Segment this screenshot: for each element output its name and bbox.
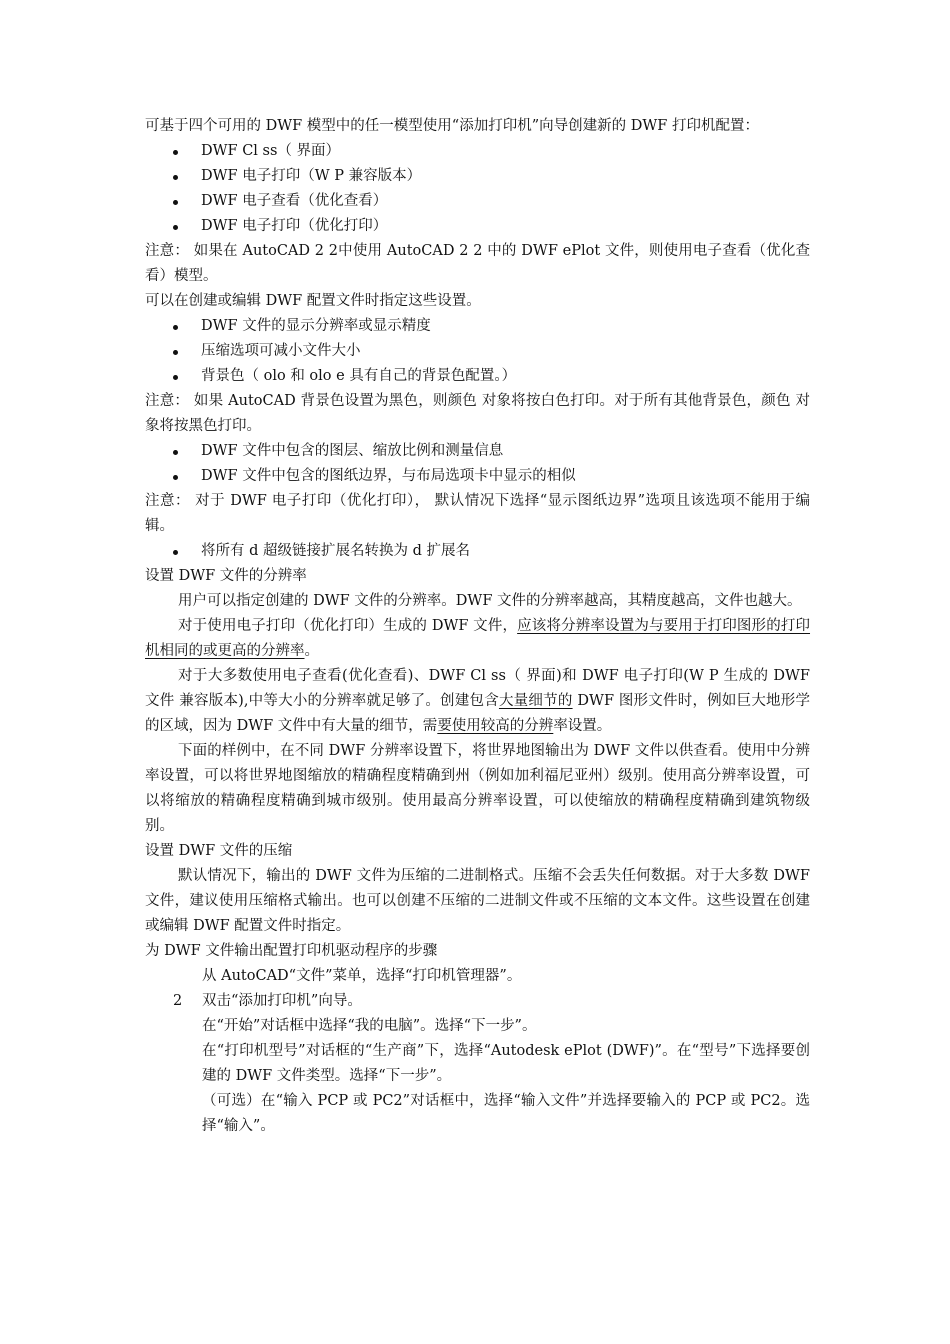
list-item: DWF 电子查看（优化查看）	[145, 189, 810, 214]
body-paragraph	[145, 614, 810, 664]
document-page	[145, 114, 810, 1139]
model-list	[145, 139, 810, 239]
text-span: DWF 图形文件时，例如巨大地形学的区域，因为 DWF 文件中有大量的细节，需	[145, 693, 811, 734]
underlined-text: 要使用较高的分辨	[437, 718, 554, 734]
list-item: DWF Cl ss（ 界面）	[145, 139, 810, 164]
text-span: 对于大多数使用电子查看(优化查看)、DWF Cl ss（ 界面)和 DWF 电子打印(W P 生成的 DWF 文件 兼容版本),中等大小的分辨率就足够了。创建包含	[145, 668, 810, 709]
list-item: 压缩选项可减小文件大小	[145, 339, 810, 364]
section-heading: 为 DWF 文件输出配置打印机驱动程序的步骤	[145, 943, 438, 959]
step-text: 在“开始”对话框中选择“我的电脑”。选择“下一步”。	[202, 1018, 537, 1034]
step-item	[145, 964, 810, 989]
underlined-text: 大量细节的	[498, 693, 573, 709]
list-item: DWF 文件的显示分辨率或显示精度	[145, 314, 810, 339]
list-item: DWF 电子打印（优化打印）	[145, 214, 810, 239]
step-item	[145, 989, 810, 1014]
step-item	[145, 1014, 810, 1039]
note-paragraph: 注意： 如果在 AutoCAD 2 2中使用 AutoCAD 2 2 中的 DWF ePlot 文件，则使用电子查看（优化查看）模型。	[145, 243, 810, 284]
text-span: 率设置。	[553, 718, 612, 734]
text-span: 。	[304, 643, 319, 659]
steps-list	[145, 964, 810, 1139]
list-item: DWF 电子打印（W P 兼容版本）	[145, 164, 810, 189]
list-item: DWF 文件中包含的图层、缩放比例和测量信息	[145, 439, 810, 464]
settings-intro: 可以在创建或编辑 DWF 配置文件时指定这些设置。	[145, 293, 481, 309]
step-item	[145, 1089, 810, 1139]
body-paragraph: 下面的样例中，在不同 DWF 分辨率设置下，将世界地图输出为 DWF 文件以供查看。使用中分辨率设置，可以将世界地图缩放的精确程度精确到州（例如加利福尼亚州）级别。使用高分辨率设置，可以将缩放的精确程度精确到城市级别。使用最高分辨率设置，可以使缩放的精确程度精确到建筑物级别。	[145, 743, 810, 834]
list-item: 将所有 d 超级链接扩展名转换为 d 扩展名	[145, 539, 810, 564]
step-number: 2	[173, 993, 183, 1009]
step-text: 从 AutoCAD“文件”菜单，选择“打印机管理器”。	[202, 968, 522, 984]
note-paragraph: 注意： 对于 DWF 电子打印（优化打印）， 默认情况下选择“显示图纸边界”选项且该选项不能用于编辑。	[145, 493, 810, 534]
list-item: 背景色（ olo 和 olo e 具有自己的背景色配置。）	[145, 364, 810, 389]
text-span: 对于使用电子打印（优化打印）生成的 DWF 文件，	[178, 618, 518, 634]
step-text: 双击“添加打印机”向导。	[202, 993, 362, 1009]
section-heading: 设置 DWF 文件的压缩	[145, 843, 293, 859]
underlined-text: 应该将分辨率设置为与要用于打印图形的打印机相同的或更高的分辨率	[145, 618, 811, 659]
body-paragraph: 默认情况下，输出的 DWF 文件为压缩的二进制格式。压缩不会丢失任何数据。对于大多数 DWF 文件，建议使用压缩格式输出。也可以创建不压缩的二进制文件或不压缩的文本文件。这些设置在创建或编辑 DWF 配置文件时指定。	[145, 868, 810, 934]
body-paragraph	[145, 664, 810, 739]
step-text: 在“打印机型号”对话框的“生产商”下，选择“Autodesk ePlot (DWF)”。在“型号”下选择要创建的 DWF 文件类型。选择“下一步”。	[202, 1043, 810, 1084]
intro-paragraph: 可基于四个可用的 DWF 模型中的任一模型使用“添加打印机”向导创建新的 DWF 打印机配置：	[145, 118, 759, 134]
step-item	[145, 1039, 810, 1089]
settings-list	[145, 314, 810, 389]
section-heading: 设置 DWF 文件的分辨率	[145, 568, 307, 584]
body-paragraph: 用户可以指定创建的 DWF 文件的分辨率。DWF 文件的分辨率越高，其精度越高，文件也越大。	[178, 593, 802, 609]
note-paragraph: 注意： 如果 AutoCAD 背景色设置为黑色，则颜色 对象将按白色打印。对于所有其他背景色，颜色 对象将按黑色打印。	[145, 393, 810, 434]
list-item: DWF 文件中包含的图纸边界，与布局选项卡中显示的相似	[145, 464, 810, 489]
settings-list	[145, 439, 810, 489]
step-text: （可选）在“输入 PCP 或 PC2”对话框中，选择“输入文件”并选择要输入的 PCP 或 PC2。选择“输入”。	[202, 1093, 810, 1134]
settings-list	[145, 539, 810, 564]
